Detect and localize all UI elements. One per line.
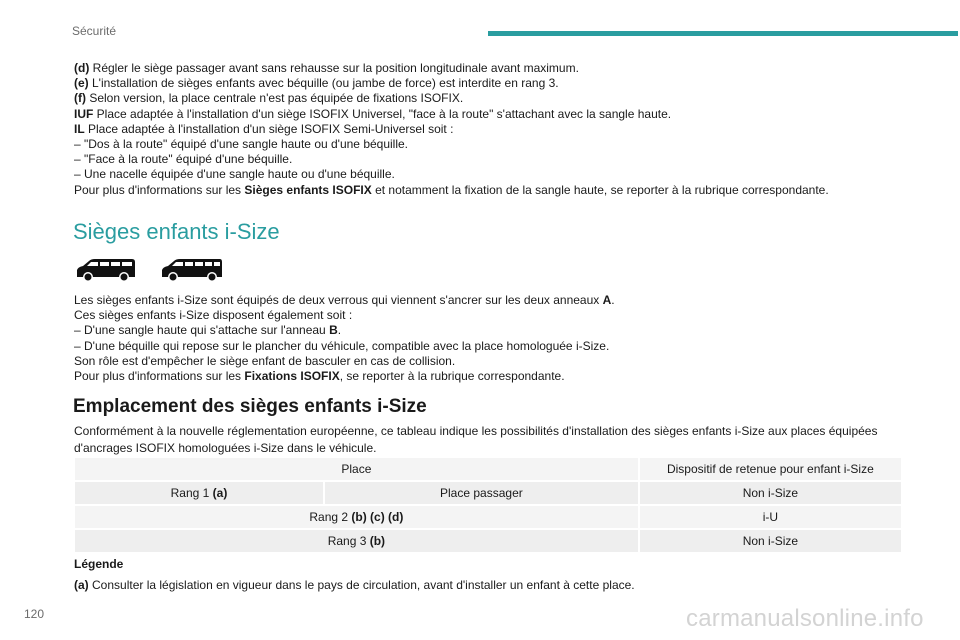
table-cell: Rang 1 (a) <box>74 481 324 505</box>
van-long-icon <box>160 256 224 284</box>
note-d: (d) Régler le siège passager avant sans rehausse sur la position longitudinale avant maximum. <box>74 61 579 75</box>
table-cell: i-U <box>639 505 902 529</box>
isize-description <box>74 293 904 384</box>
table-cell: Place passager <box>324 481 639 505</box>
section-title: Sièges enfants i-Size <box>73 219 280 244</box>
legende-title: Légende <box>74 557 124 571</box>
vehicle-icons <box>74 256 224 284</box>
table-cell: Non i-Size <box>639 529 902 553</box>
emplacement-title: Emplacement des sièges enfants i-Size <box>73 396 427 417</box>
table-row <box>74 505 902 529</box>
note-iuf: IUF Place adaptée à l'installation d'un siège ISOFIX Universel, "face à la route" s'attachant avec la sangle haute. <box>74 106 672 121</box>
legende-item: (a) Consulter la législation en vigueur dans le pays de circulation, avant d'installer un enfant à cette place. <box>74 578 635 592</box>
dash-line: – "Dos à la route" équipé d'une sangle haute ou d'une béquille. <box>74 137 409 152</box>
isize-line: – D'une sangle haute qui s'attache sur l'anneau B. <box>74 323 342 338</box>
section-header: Sécurité <box>72 24 117 38</box>
page-number: 120 <box>24 607 45 621</box>
isize-line: Son rôle est d'empêcher le siège enfant de basculer en cas de collision. <box>74 353 456 368</box>
notes-block <box>74 61 904 198</box>
table-cell: Rang 3 (b) <box>74 529 639 553</box>
van-icon <box>74 256 138 284</box>
header-accent-bar <box>488 31 958 36</box>
table-header-row <box>74 457 902 481</box>
table-cell: Rang 2 (b) (c) (d) <box>74 505 639 529</box>
note-f: (f) Selon version, la place centrale n'est pas équipée de fixations ISOFIX. <box>74 91 464 106</box>
isize-line: – D'une béquille qui repose sur le plancher du véhicule, compatible avec la place homologuée i-Size. <box>74 338 610 353</box>
table-header: Dispositif de retenue pour enfant i-Size <box>639 457 902 481</box>
more-info-fixations: Pour plus d'informations sur les Fixations ISOFIX, se reporter à la rubrique correspondante. <box>74 369 565 384</box>
table-cell: Non i-Size <box>639 481 902 505</box>
table-row <box>74 529 902 553</box>
isize-table <box>74 457 902 553</box>
more-info-isofix: Pour plus d'informations sur les Sièges enfants ISOFIX et notamment la fixation de la sangle haute, se reporter à la rubrique correspondante. <box>74 182 829 197</box>
table-row <box>74 481 902 505</box>
dash-line: – "Face à la route" équipé d'une béquille. <box>74 152 293 167</box>
isize-line: Les sièges enfants i-Size sont équipés de deux verrous qui viennent s'ancrer sur les deux anneaux A. <box>74 293 615 307</box>
dash-line: – Une nacelle équipée d'une sangle haute ou d'une béquille. <box>74 167 395 182</box>
note-e: (e) L'installation de sièges enfants avec béquille (ou jambe de force) est interdite en rang 3. <box>74 76 559 91</box>
emplacement-paragraph: Conformément à la nouvelle réglementation européenne, ce tableau indique les possibilités d'installation des sièges enfants i-Size aux places équipées d'ancrages ISOFIX homologuées i-Size dans le véhicule. <box>74 424 878 455</box>
isize-line: Ces sièges enfants i-Size disposent également soit : <box>74 308 353 323</box>
note-il: IL Place adaptée à l'installation d'un siège ISOFIX Semi-Universel soit : <box>74 121 454 136</box>
table-header: Place <box>74 457 639 481</box>
watermark: carmanualsonline.info <box>686 605 924 632</box>
